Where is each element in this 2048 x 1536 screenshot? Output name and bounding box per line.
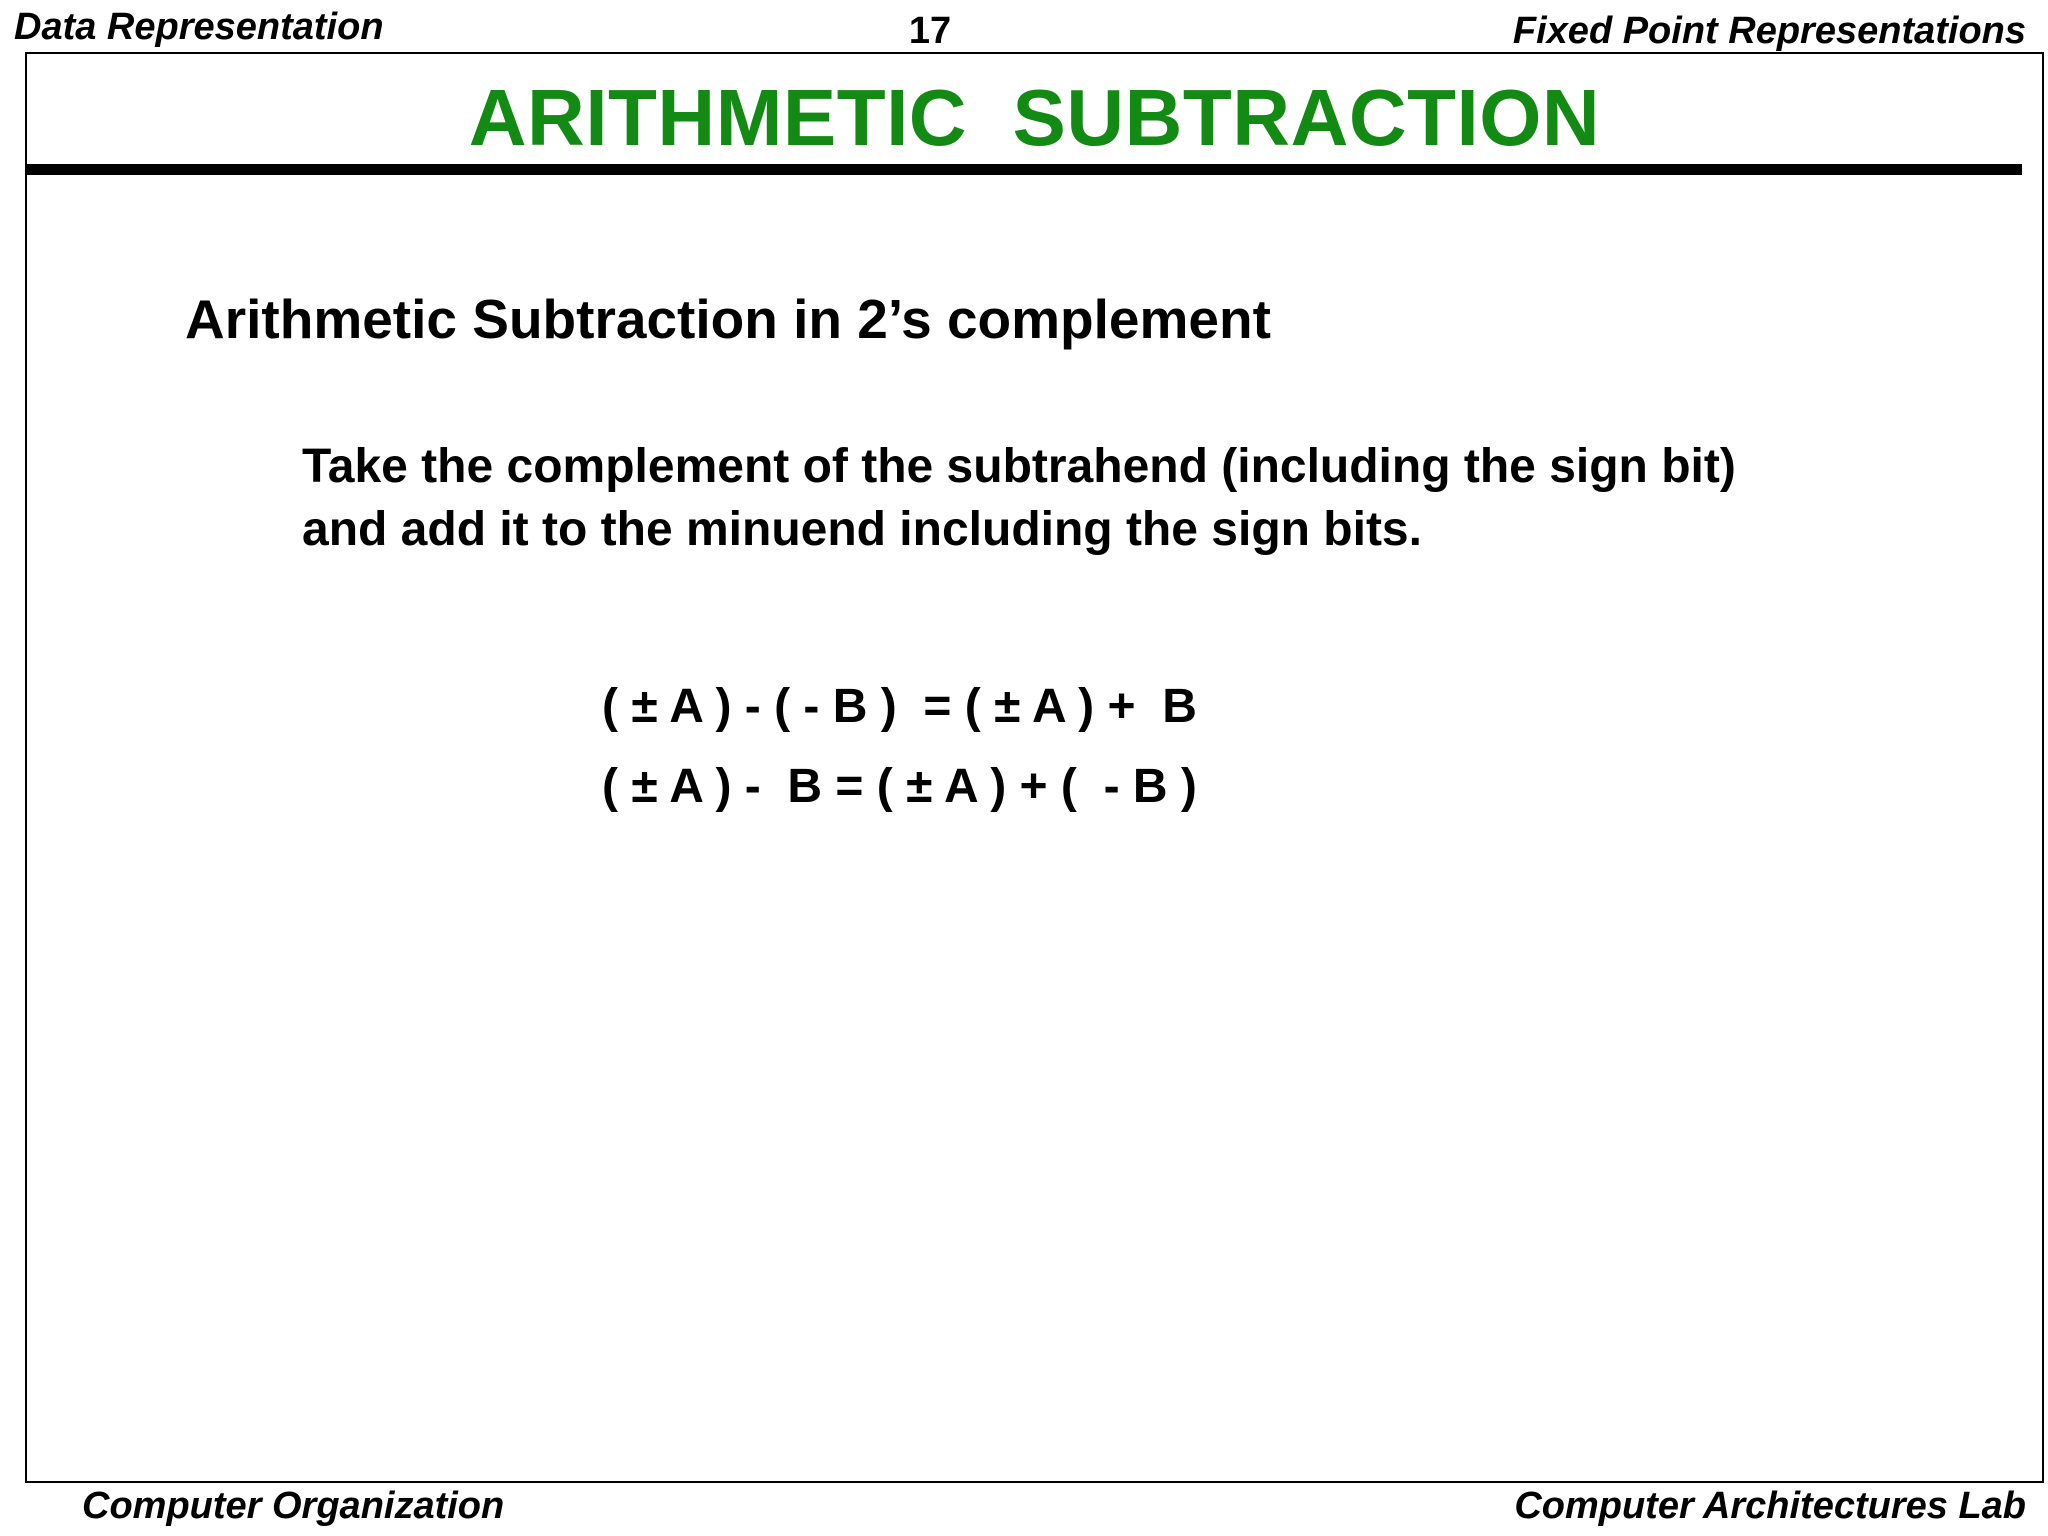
slide-title: ARITHMETIC SUBTRACTION	[468, 73, 1601, 162]
header-section-title: Data Representation	[14, 6, 384, 48]
body-text-line-2: and add it to the minuend including the sign bits.	[302, 503, 1422, 556]
formula-1: ( ± A ) - ( - B ) = ( ± A ) + B	[602, 680, 1197, 733]
page-number-text: 17	[908, 10, 952, 52]
footer-lab-name: Computer Architectures Lab	[1514, 1485, 2026, 1527]
body-text-line-1: Take the complement of the subtrahend (including the sign bit)	[302, 440, 1736, 493]
title-divider	[25, 164, 2022, 175]
formula-2: ( ± A ) - B = ( ± A ) + ( - B )	[602, 760, 1197, 813]
header-topic-title: Fixed Point Representations	[1512, 10, 2026, 52]
footer-course-name: Computer Organization	[82, 1485, 505, 1527]
slide-heading: Arithmetic Subtraction in 2’s complement	[185, 288, 1271, 350]
